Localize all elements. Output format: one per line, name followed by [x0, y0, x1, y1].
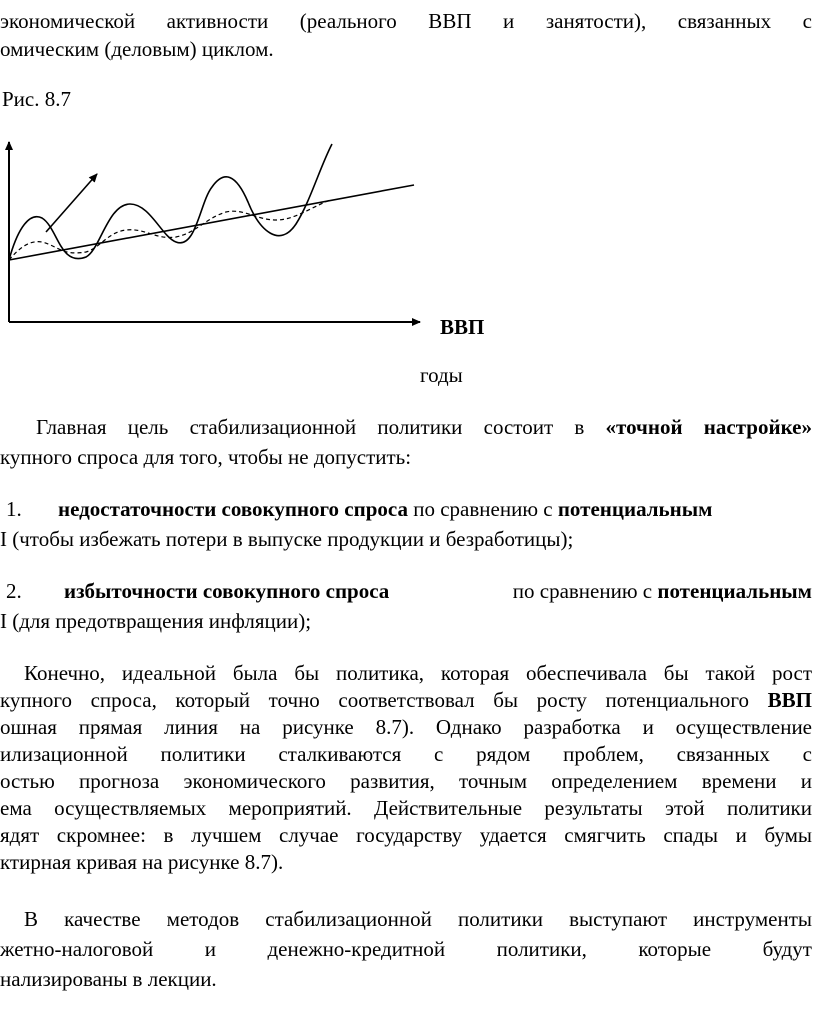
- para2-line-8: ктирная кривая на рисунке 8.7).: [0, 850, 284, 874]
- item2-number: 2.: [6, 579, 22, 603]
- item1-number: 1.: [6, 497, 22, 521]
- para2-line-5: остью прогноза экономического развития, точным определением времени и: [0, 769, 812, 793]
- para1-line-1: [0, 414, 812, 440]
- para3-text-1: В качестве методов стабилизационной политики выступают инструменты: [24, 907, 812, 931]
- item1-line-2: I (чтобы избежать потери в выпуске продукции и безработицы);: [0, 527, 574, 551]
- para2-line-1: [0, 660, 812, 686]
- x-axis-label: годы: [420, 363, 463, 387]
- item2-bold: избыточности совокупного спроса: [64, 579, 390, 603]
- list-item-2: [6, 578, 812, 604]
- para3-line-1: [0, 906, 812, 932]
- item2-mid: по сравнению с: [512, 579, 658, 603]
- item2-bold2: потенциальным: [657, 579, 812, 603]
- business-cycle-diagram: [0, 132, 470, 332]
- business-cycle-figure: [0, 132, 485, 339]
- intro-line-2: омическим (деловым) циклом.: [0, 37, 274, 61]
- list-item-1: [6, 496, 812, 522]
- figure-caption: Рис. 8.7: [2, 87, 71, 111]
- trend-line: [9, 185, 414, 260]
- item1-bold: недостаточности совокупного спроса: [58, 497, 408, 521]
- para1-line-2: купного спроса для того, чтобы не допустить:: [0, 445, 412, 469]
- para1-emphasis: «точной настройке»: [605, 415, 812, 439]
- item1-bold2: потенциальным: [557, 497, 713, 521]
- para2-text-1: Конечно, идеальной была бы политика, которая обеспечивала бы такой рост: [24, 661, 812, 685]
- cycle-curve: [9, 144, 332, 260]
- axis-label-gdp: ВВП: [440, 315, 485, 339]
- item1-mid: по сравнению с: [407, 497, 558, 521]
- para2-line-3: ошная прямая линия на рисунке 8.7). Однако разработка и осуществление: [0, 715, 812, 739]
- para3-line-3: нализированы в лекции.: [0, 967, 217, 991]
- para2-text-2: купного спроса, который точно соответствовал бы росту потенциального: [0, 688, 768, 712]
- growth-arrow: [46, 174, 97, 232]
- para2-line-7: ядят скромнее: в лучшем случае государству удается смягчить спады и бумы: [0, 823, 812, 847]
- item2-line-2: I (для предотвращения инфляции);: [0, 609, 312, 633]
- para2-emphasis: ВВП: [767, 688, 812, 712]
- para2-line-2: [0, 687, 812, 713]
- para3-line-2: жетно-налоговой и денежно-кредитной политики, которые будут: [0, 937, 812, 961]
- intro-line-1: экономической активности (реального ВВП и занятости), связанных с: [0, 9, 812, 33]
- para2-line-6: ема осуществляемых мероприятий. Действительные результаты этой политики: [0, 796, 812, 820]
- para2-line-4: илизационной политики сталкиваются с рядом проблем, связанных с: [0, 742, 812, 766]
- para1-text: Главная цель стабилизационной политики состоит в: [36, 415, 606, 439]
